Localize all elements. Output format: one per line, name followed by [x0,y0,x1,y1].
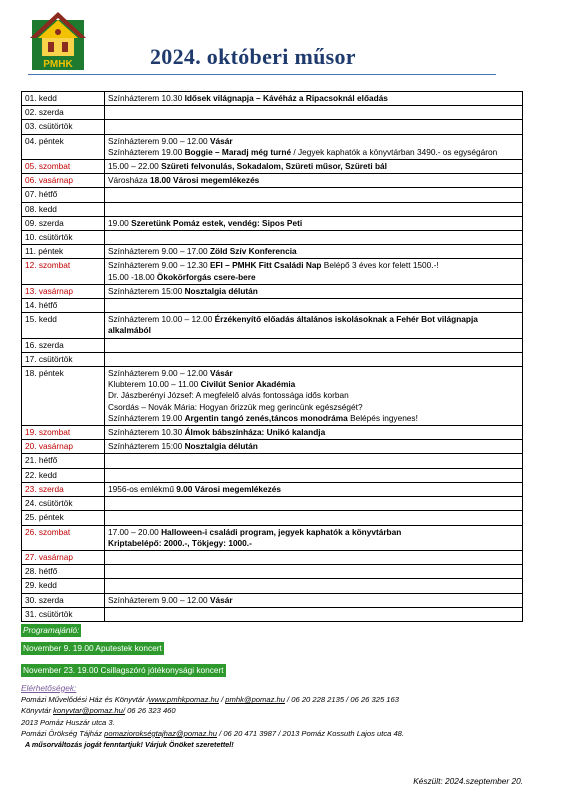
schedule-events [105,367,523,426]
event-line [108,260,519,271]
event-text: Színházterem 9.00 – 12.00 [108,594,210,605]
event-text: Argentin tangó zenés,táncos monodráma [184,412,348,423]
event-text: Színházterem 9.00 – 12.30 [108,260,210,271]
event-text: Érzékenyítő előadás általános iskolásoknak a Fehér Bot világnapja alkalmából [108,314,478,336]
event-text: Színházterem 9.00 – 12.00 [108,135,210,146]
schedule-row [22,607,523,621]
event-line [108,246,519,257]
schedule-row [22,440,523,454]
event-text: Klubterem 10.00 – 11.00 [108,379,201,390]
schedule-events [105,202,523,216]
schedule-events [105,497,523,511]
event-line [108,147,519,158]
contact-line: Pomázi Művelődési Ház és Könyvtár /www.pmhkpomaz.hu / pmhk@pomaz.hu / 06 20 228 2135 / 06 26 325 163 [21,695,399,705]
contact-line: 2013 Pomáz Huszár utca 3. [21,717,115,727]
schedule-row [22,579,523,593]
schedule-events [105,565,523,579]
schedule-day: 13. vasárnap [22,284,105,298]
event-line [108,218,519,229]
event-line [108,379,519,390]
schedule-day: 18. péntek [22,367,105,426]
schedule-events [105,134,523,159]
event-text: Álmok bábszínháza: Unikó kalandja [184,427,326,438]
event-line [108,314,519,336]
event-text: Dr. Jászberényi József: A megfelelő alvás fontossága idős korban [108,390,349,401]
event-text: Nosztalgia délután [184,441,258,452]
schedule-day: 03. csütörtök [22,120,105,134]
event-text: Kriptabelépő: 2000.-, Tökjegy: 1000.- [108,537,252,548]
schedule-events [105,579,523,593]
schedule-row [22,120,523,134]
schedule-day: 14. hétfő [22,299,105,313]
event-text: 18.00 Városi megemlékezés [149,175,260,186]
event-text: 1956-os emlékmű [108,483,177,494]
event-text: Vásár [209,594,233,605]
schedule-row [22,468,523,482]
schedule-events [105,259,523,284]
event-line [108,595,519,606]
event-line [108,441,519,452]
event-line [108,527,519,538]
schedule-row [22,299,523,313]
schedule-day: 10. csütörtök [22,231,105,245]
schedule-events [105,92,523,106]
schedule-day: 30. szerda [22,593,105,607]
schedule-day: 28. hétfő [22,565,105,579]
schedule-day: 02. szerda [22,106,105,120]
event-line [108,161,519,172]
schedule-events [105,188,523,202]
logo-text: PMHK [43,59,73,70]
schedule-row [22,106,523,120]
event-text: 15.00 -18.00 [108,271,157,282]
schedule-day: 17. csütörtök [22,352,105,366]
event-text: Idősek világnapja – Kávéház a Ripacsoknál előadás [184,93,388,103]
schedule-events [105,338,523,352]
schedule-events [105,299,523,313]
event-text: Szeretünk Pomáz estek, vendég: Sipos Peti [131,217,303,228]
event-text: Csordás – Novák Mária: Hogyan őrizzük meg gerincünk egészségét? [108,401,363,412]
schedule-day: 26. szombat [22,525,105,550]
website-link[interactable]: www.pmhkpomaz.hu [148,695,219,705]
tajhaz-email-link[interactable]: pomaziorokségtajhaz@pomaz.hu [104,728,217,738]
schedule-events [105,284,523,298]
schedule-row [22,134,523,159]
title-underline [28,74,496,75]
schedule-row [22,497,523,511]
event-text: / Jegyek kaphatók a könyvtárban 3490.- os egységáron [291,146,498,157]
schedule-day: 29. kedd [22,579,105,593]
schedule-row [22,216,523,230]
schedule-events [105,550,523,564]
schedule-events [105,525,523,550]
library-email-link[interactable]: konyvtar@pomaz.hu/ [53,706,125,716]
schedule-events [105,160,523,174]
event-text: Színházterem 9.00 – 12.00 [108,368,210,379]
schedule-day: 20. vasárnap [22,440,105,454]
schedule-day: 31. csütörtök [22,607,105,621]
pmhk-logo [28,10,88,72]
schedule-events [105,482,523,496]
event-text: 17.00 – 20.00 [108,526,162,537]
schedule-day: 15. kedd [22,313,105,338]
schedule-row [22,338,523,352]
schedule-events [105,593,523,607]
schedule-row [22,482,523,496]
schedule-events [105,440,523,454]
schedule-row [22,367,523,426]
schedule-events [105,511,523,525]
schedule-row [22,92,523,106]
schedule-row [22,245,523,259]
schedule-events [105,313,523,338]
created-date: Készült: 2024.szeptember 20. [413,776,523,786]
schedule-row [22,525,523,550]
event-text: Szüreti felvonulás, Sokadalom, Szüreti műsor, Szüreti bál [161,161,387,172]
event-text: Vásár [209,135,233,146]
event-text: Belépő 3 éves kor felett 1500.-! [321,260,439,271]
schedule-row [22,313,523,338]
schedule-row [22,188,523,202]
schedule-row [22,284,523,298]
event-text: Színházterem 19.00 [108,146,185,157]
schedule-events [105,174,523,188]
schedule-day: 27. vasárnap [22,550,105,564]
event-text: Nosztalgia délután [184,285,258,296]
schedule-day: 04. péntek [22,134,105,159]
contacts-heading: Elérhetőségek: [21,683,77,693]
event-line [108,272,519,283]
schedule-row [22,352,523,366]
event-text: Színházterem 15:00 [108,441,185,452]
event-line [108,427,519,438]
schedule-day: 23. szerda [22,482,105,496]
schedule-events [105,607,523,621]
event-line [108,93,519,104]
schedule-row [22,259,523,284]
event-line [108,175,519,186]
event-text: Boggie – Maradj még turné [184,146,292,157]
schedule-day: 25. péntek [22,511,105,525]
schedule-events [105,120,523,134]
schedule-day: 05. szombat [22,160,105,174]
event-line [108,538,519,549]
event-text: Színházterem 9.00 – 17.00 [108,246,210,257]
event-text: 15.00 – 22.00 [108,161,162,172]
schedule-events [105,216,523,230]
schedule-row [22,454,523,468]
schedule-row [22,565,523,579]
schedule-day: 19. szombat [22,426,105,440]
event-text: Civilút Senior Akadémia [200,379,296,390]
event-line [108,136,519,147]
schedule-day: 07. hétfő [22,188,105,202]
schedule-row [22,160,523,174]
schedule-day: 08. kedd [22,202,105,216]
program-item: November 23. 19.00 Csillagszóró jótékonysági koncert [23,665,224,675]
event-line [108,484,519,495]
event-text: Színházterem 10.30 [108,93,185,103]
schedule-events [105,454,523,468]
event-text: Színházterem 19.00 [108,412,185,423]
event-line [108,402,519,413]
event-text: 19.00 [108,217,132,228]
program-item: November 9. 19.00 Aputestek koncert [23,643,162,653]
schedule-row [22,550,523,564]
schedule-day: 22. kedd [22,468,105,482]
schedule-row [22,174,523,188]
event-text: EFI – PMHK Fitt Családi Nap [209,260,322,271]
schedule-events [105,426,523,440]
event-text: Színházterem 10.00 – 12.00 [108,314,215,325]
schedule-day: 12. szombat [22,259,105,284]
event-line [108,368,519,379]
event-line [108,390,519,401]
contact-line: Könyvtár konyvtar@pomaz.hu/ 06 26 323 460 [21,706,176,716]
notice-text: A műsorváltozás jogát fenntartjuk! Várjuk Önöket szeretettel! [25,740,234,750]
event-text: Vásár [209,368,233,379]
schedule-events [105,352,523,366]
schedule-row [22,231,523,245]
schedule-day: 21. hétfő [22,454,105,468]
event-text: 9.00 Városi megemlékezés [176,483,281,494]
schedule-day: 16. szerda [22,338,105,352]
schedule-row [22,426,523,440]
event-text: Belépés ingyenes! [347,412,418,423]
schedule-day: 11. péntek [22,245,105,259]
schedule-events [105,231,523,245]
event-line [108,286,519,297]
schedule-table [21,91,523,622]
event-text: Színházterem 10.30 [108,427,185,438]
contacts-block [21,683,404,750]
email-link[interactable]: pmhk@pomaz.hu [225,695,285,705]
schedule-events [105,468,523,482]
schedule-row [22,511,523,525]
schedule-events [105,106,523,120]
schedule-day: 01. kedd [22,92,105,106]
schedule-day: 06. vasárnap [22,174,105,188]
event-text: Ökokörforgás csere-bere [156,271,256,282]
event-text: Színházterem 15:00 [108,285,185,296]
event-text: Zöld Szív Konferencia [209,246,297,257]
schedule-day: 24. csütörtök [22,497,105,511]
page-title: 2024. októberi műsor [150,44,356,69]
event-text: Halloween-i családi program, jegyek kaphatók a könyvtárban [161,526,402,537]
contact-line: Pomázi Örökség Tájház pomaziorokségtajhaz@pomaz.hu / 06 20 471 3987 / 2013 Pomáz Kossuth Lajos utca 48. [21,728,405,738]
schedule-row [22,593,523,607]
schedule-events [105,245,523,259]
schedule-day: 09. szerda [22,216,105,230]
schedule-row [22,202,523,216]
programs-heading: Programajánló: [23,625,80,635]
event-text: Városháza [108,175,150,186]
event-line [108,413,519,424]
